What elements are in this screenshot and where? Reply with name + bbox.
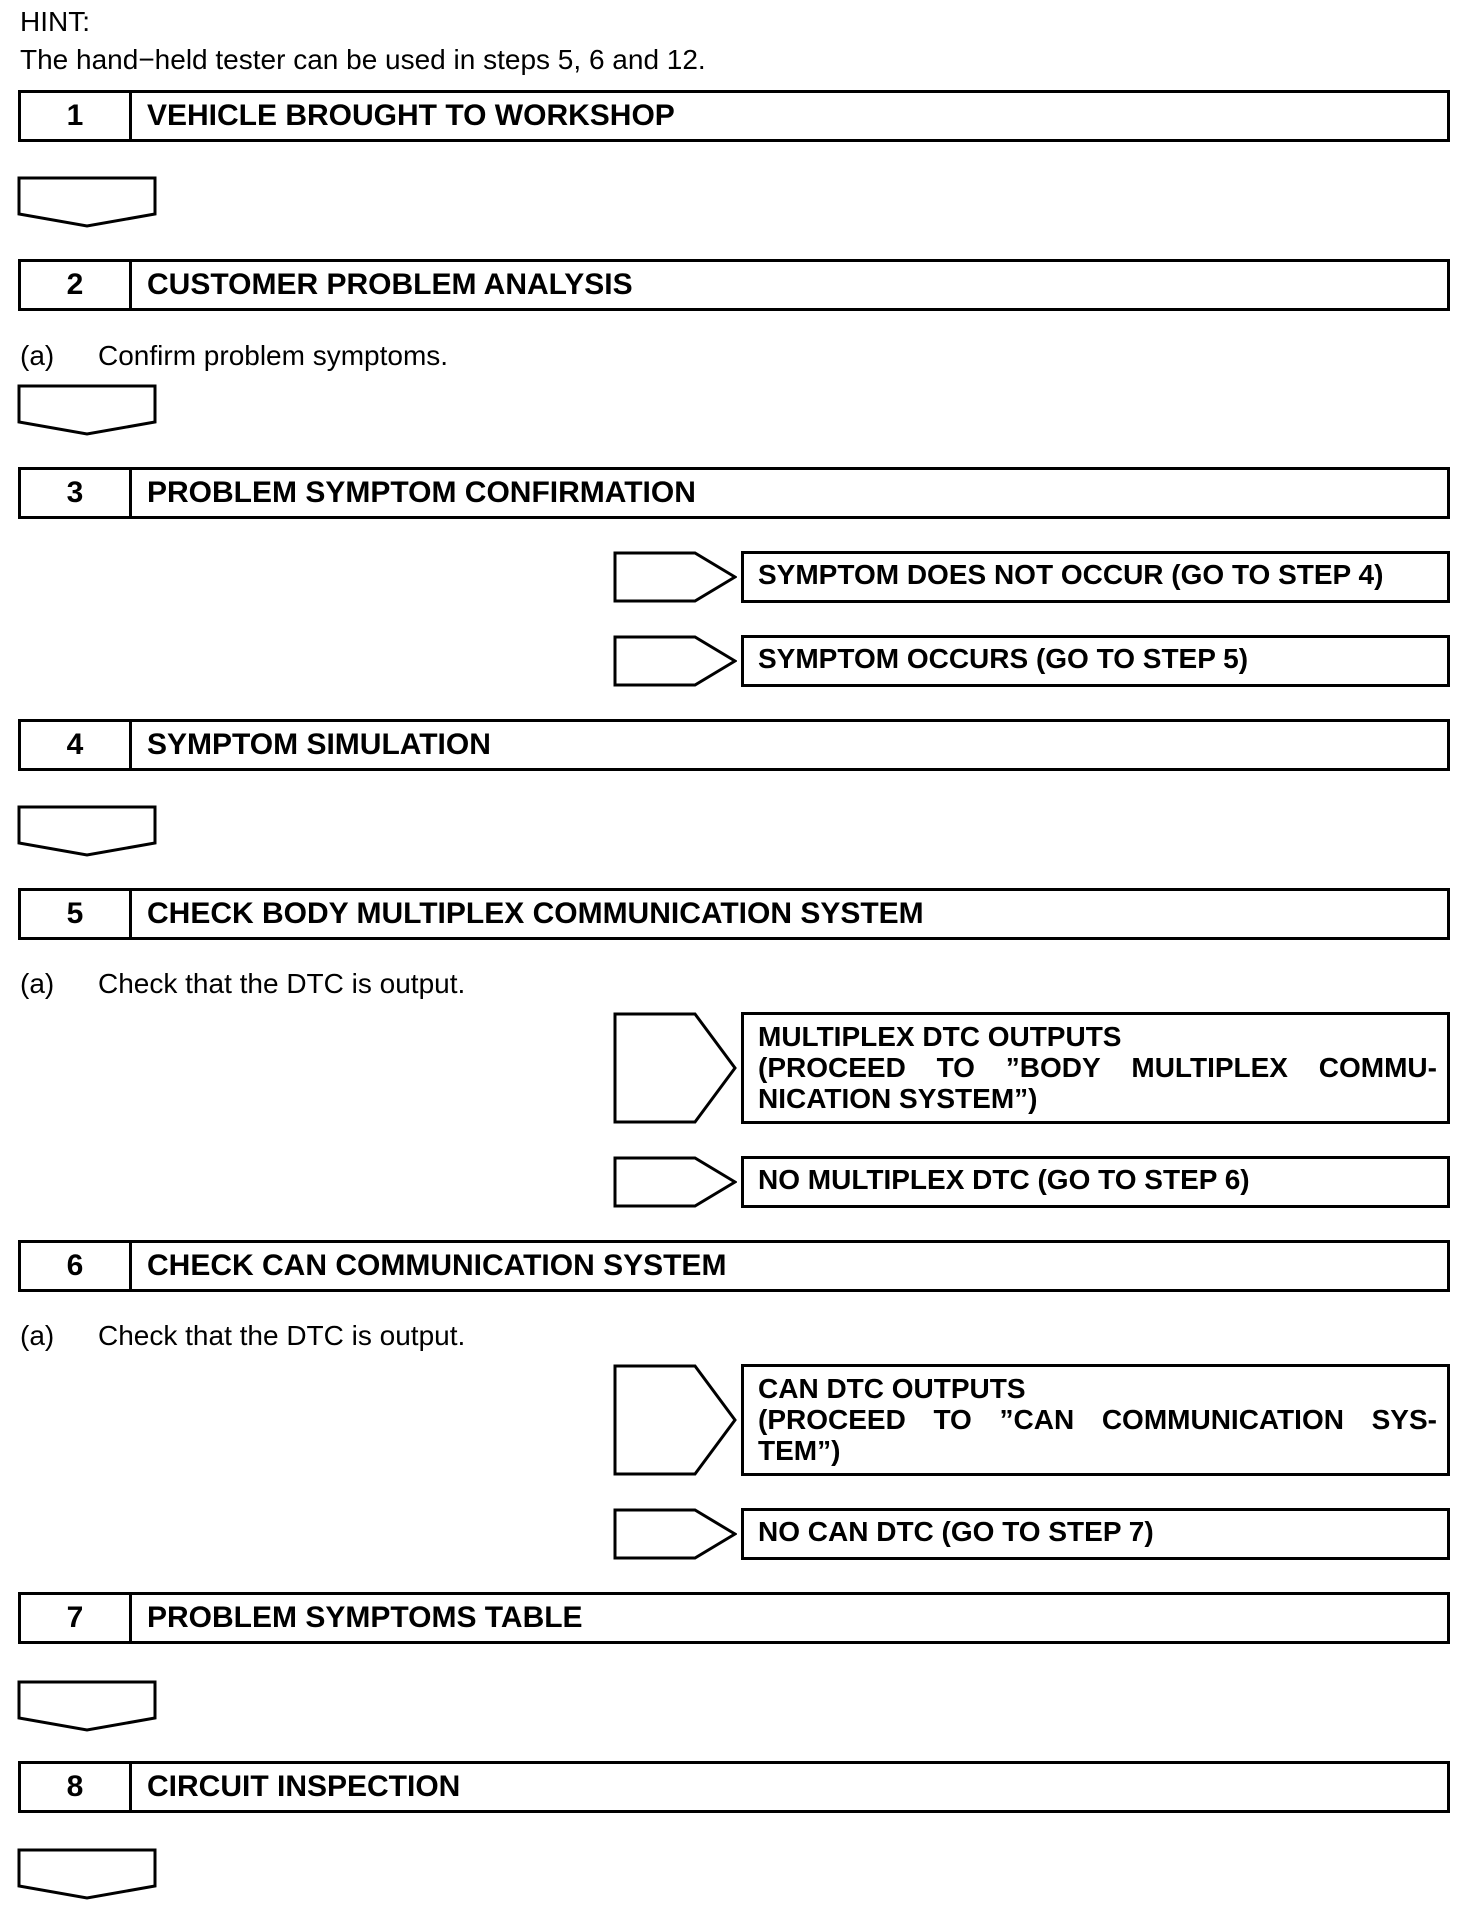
down-arrow-icon [17, 176, 157, 228]
step-title: CUSTOMER PROBLEM ANALYSIS [147, 268, 633, 301]
step-number: 8 [21, 1764, 132, 1810]
hint-label: HINT: [20, 6, 90, 37]
result-box [741, 1508, 1450, 1560]
step-number: 4 [21, 722, 132, 768]
result-text: SYMPTOM DOES NOT OCCUR (GO TO STEP 4) [758, 559, 1384, 590]
down-arrow-icon [17, 1680, 157, 1732]
step-number: 3 [21, 470, 132, 516]
step-number: 5 [21, 891, 132, 937]
step-5-header [18, 888, 1450, 940]
step-2-header [18, 259, 1450, 311]
result-text: CAN DTC OUTPUTS (PROCEED TO ”CAN COMMUNICATION SYS- TEM”) [758, 1373, 1437, 1466]
result-text: MULTIPLEX DTC OUTPUTS (PROCEED TO ”BODY MULTIPLEX COMMU- NICATION SYSTEM”) [758, 1021, 1437, 1114]
sub-text: Check that the DTC is output. [98, 1320, 466, 1351]
step-title: CIRCUIT INSPECTION [147, 1770, 461, 1803]
down-arrow-icon [17, 1848, 157, 1900]
step-number: 7 [21, 1595, 132, 1641]
result-text: NO MULTIPLEX DTC (GO TO STEP 6) [758, 1164, 1250, 1195]
step-3-header [18, 467, 1450, 519]
step-7-header [18, 1592, 1450, 1644]
right-arrow-icon [613, 1508, 737, 1560]
sub-letter: (a) [20, 340, 55, 371]
result-box [741, 1364, 1450, 1476]
right-arrow-icon [613, 1012, 737, 1124]
right-arrow-icon [613, 551, 737, 603]
hint-text: The hand−held tester can be used in steps 5, 6 and 12. [20, 44, 706, 75]
step-8-header [18, 1761, 1450, 1813]
step-number: 6 [21, 1243, 132, 1289]
right-arrow-icon [613, 1364, 737, 1476]
result-text: NO CAN DTC (GO TO STEP 7) [758, 1516, 1154, 1547]
step-6-header [18, 1240, 1450, 1292]
result-box [741, 635, 1450, 687]
down-arrow-icon [17, 805, 157, 857]
step-title: CHECK CAN COMMUNICATION SYSTEM [147, 1249, 727, 1282]
step-number: 1 [21, 93, 132, 139]
sub-text: Check that the DTC is output. [98, 968, 466, 999]
step-4-header [18, 719, 1450, 771]
right-arrow-icon [613, 1156, 737, 1208]
result-text: SYMPTOM OCCURS (GO TO STEP 5) [758, 643, 1249, 674]
step-title: PROBLEM SYMPTOM CONFIRMATION [147, 476, 696, 509]
step-title: VEHICLE BROUGHT TO WORKSHOP [147, 99, 675, 132]
result-box [741, 551, 1450, 603]
right-arrow-icon [613, 635, 737, 687]
step-number: 2 [21, 262, 132, 308]
step-title: CHECK BODY MULTIPLEX COMMUNICATION SYSTEM [147, 897, 924, 930]
sub-letter: (a) [20, 1320, 55, 1351]
down-arrow-icon [17, 384, 157, 436]
step-title: PROBLEM SYMPTOMS TABLE [147, 1601, 583, 1634]
sub-letter: (a) [20, 968, 55, 999]
step-title: SYMPTOM SIMULATION [147, 728, 491, 761]
result-box [741, 1012, 1450, 1124]
result-box [741, 1156, 1450, 1208]
sub-text: Confirm problem symptoms. [98, 340, 449, 371]
step-1-header [18, 90, 1450, 142]
